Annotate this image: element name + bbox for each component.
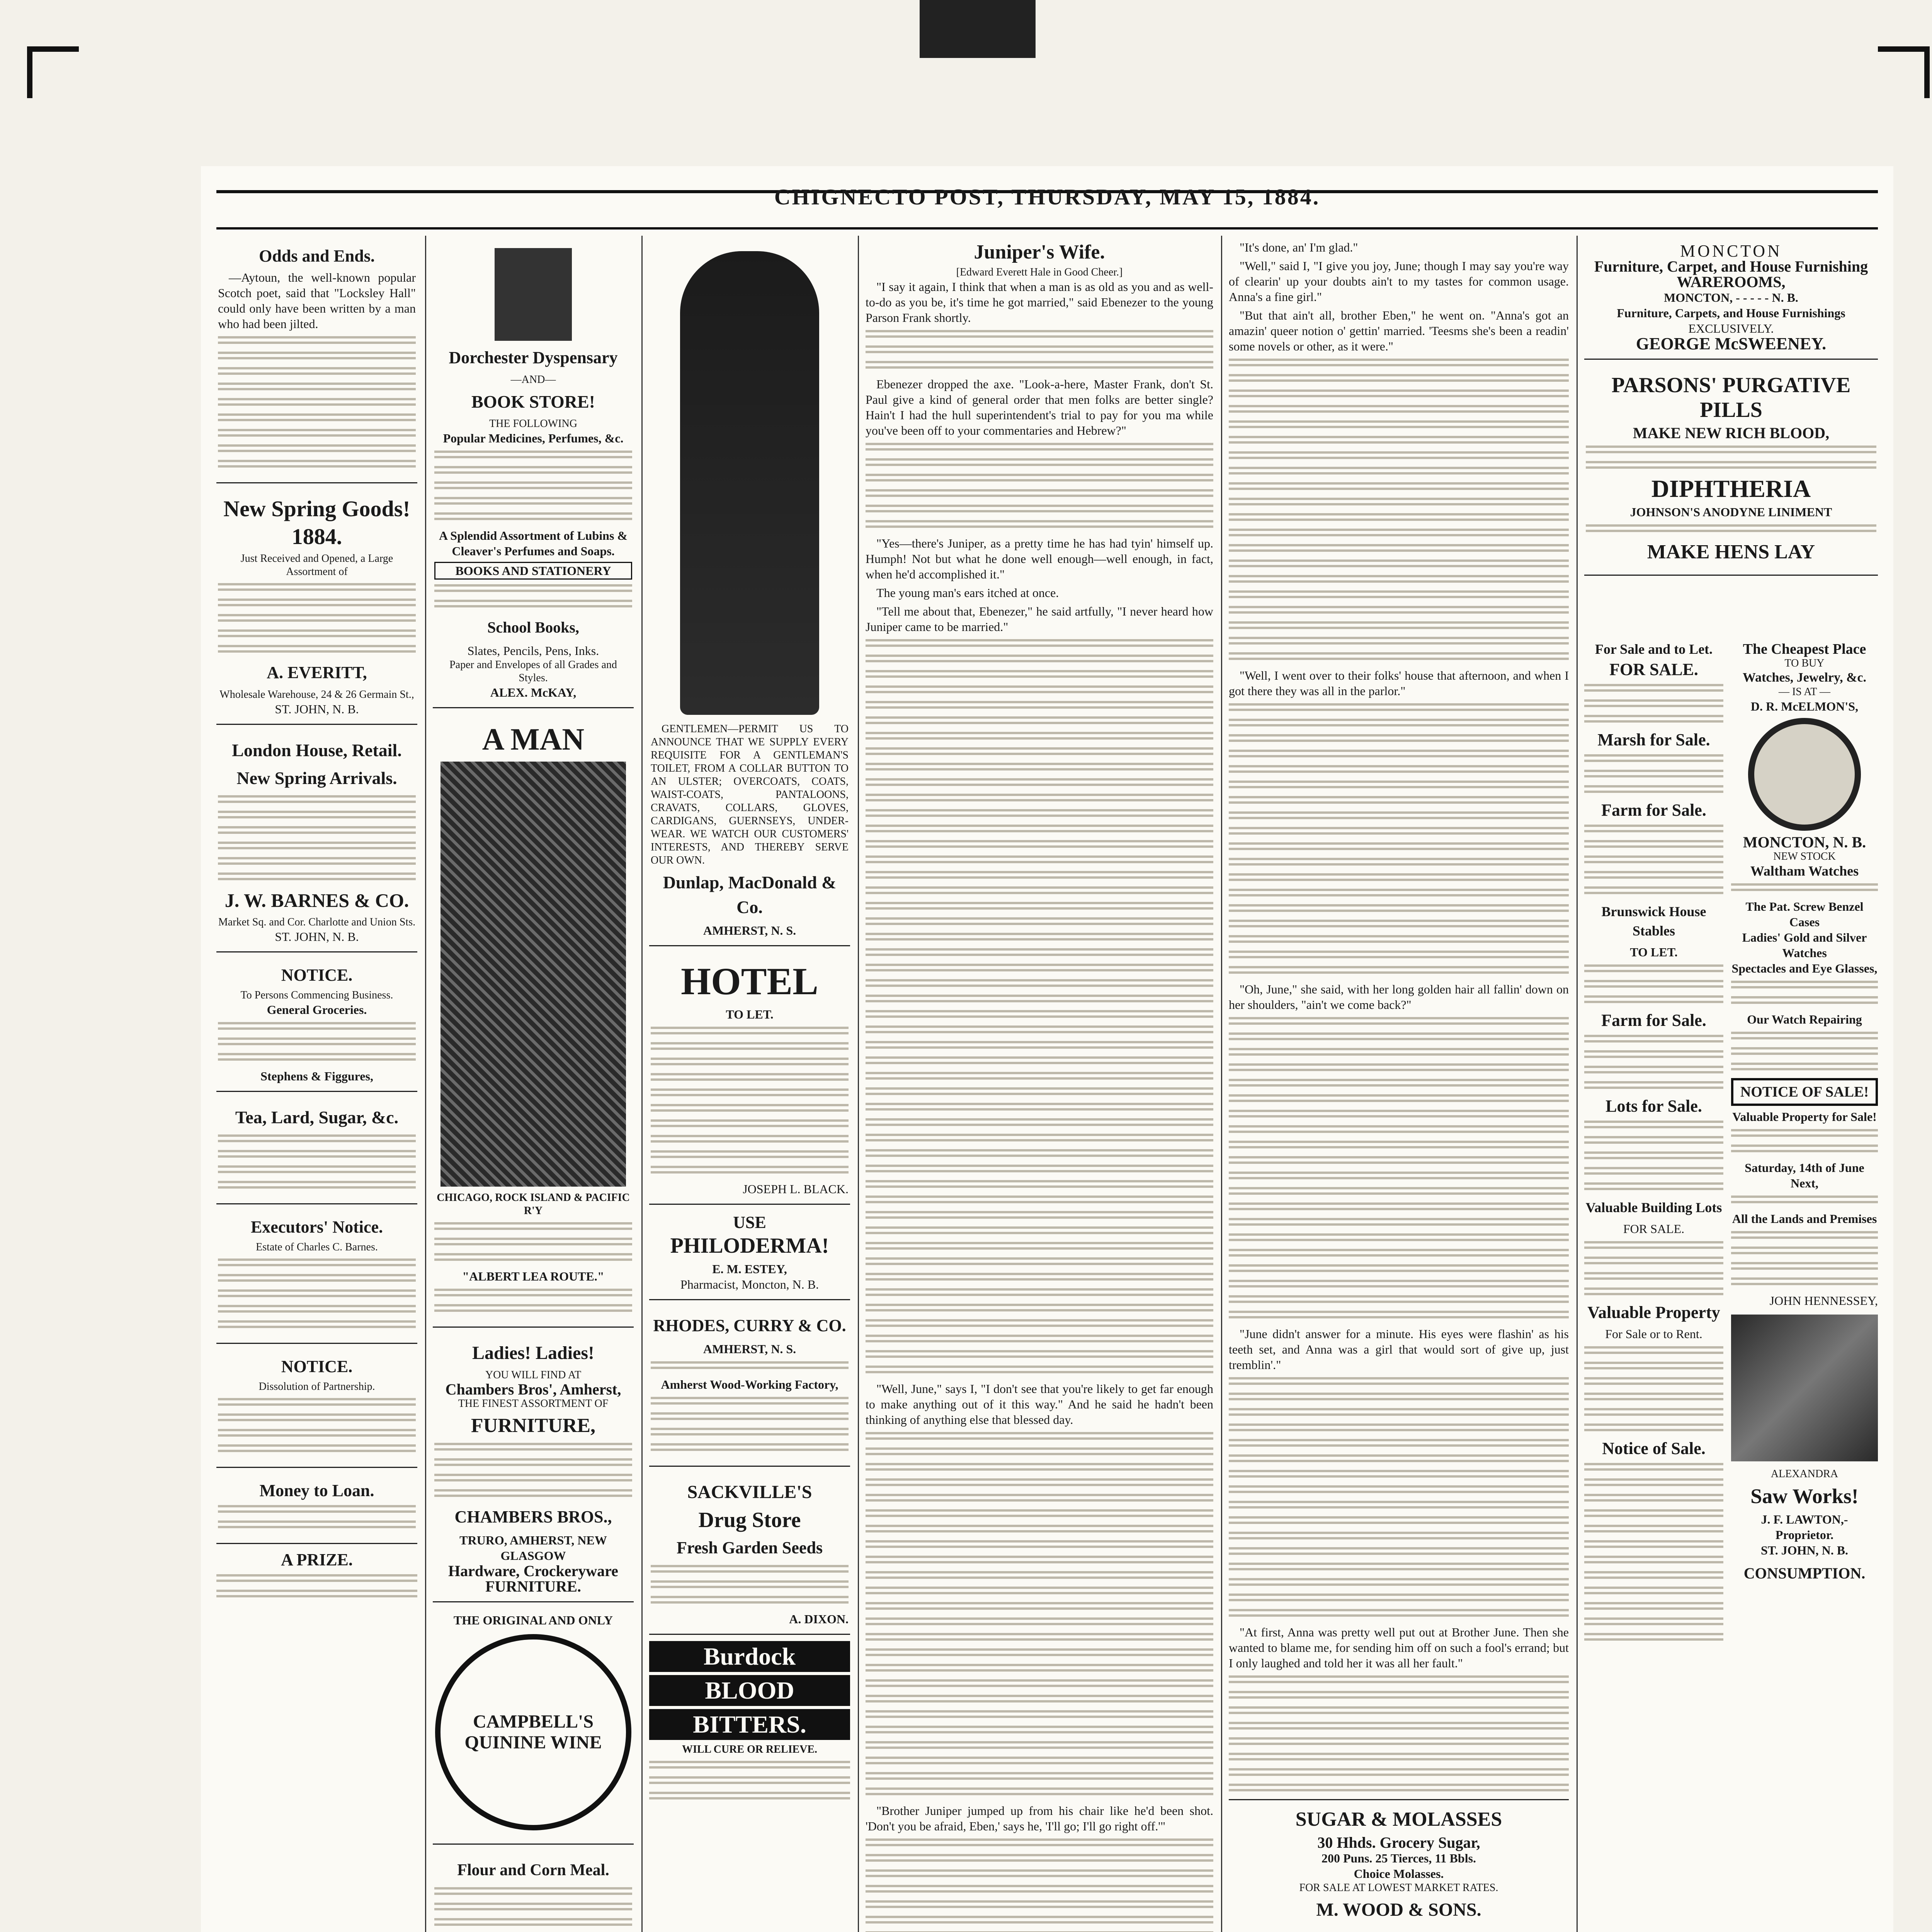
rhodes-name: RHODES, CURRY & CO.: [653, 1316, 846, 1335]
lands-premises: All the Lands and Premises: [1732, 1212, 1877, 1226]
puns-label: 200 Puns. 25 Tierces, 11 Bbls.: [1321, 1851, 1476, 1865]
parsons-pills-ad: [1584, 366, 1878, 576]
to-buy: TO BUY: [1784, 657, 1825, 669]
dunlap-ad: [649, 240, 850, 946]
school-books: School Books,: [487, 619, 579, 636]
building-for-sale: FOR SALE.: [1623, 1222, 1685, 1236]
dixon-name: A. DIXON.: [789, 1612, 849, 1626]
pharmacist-label: Pharmacist, Moncton, N. B.: [680, 1277, 819, 1291]
notice-of-sale-box: NOTICE OF SALE!: [1731, 1078, 1878, 1106]
binding-clip: [920, 0, 1036, 58]
story-paragraph: Ebenezer dropped the axe. "Look-a-here, Master Frank, don't St. Paul give a kind of general order that men folks are better single? Hain't I had the hull superintendent's trial to pay for you ma while you've been off to your commentaries and Hebrew?": [866, 377, 1213, 437]
column-divider: [1221, 236, 1222, 1932]
saw-works: Saw Works!: [1750, 1485, 1859, 1508]
column-5: [1229, 240, 1569, 1932]
quinine-wine-ad: [433, 1609, 634, 1845]
philoderma-title: PHILODERMA!: [670, 1234, 829, 1258]
ladies-gold: Ladies' Gold and Silver Watches: [1742, 930, 1867, 960]
a-man-title: A MAN: [482, 723, 585, 757]
pat-screw: The Pat. Screw Benzel Cases: [1745, 900, 1864, 929]
mcsweeney-name: GEORGE McSWEENEY.: [1636, 334, 1827, 353]
waltham-watches: Waltham Watches: [1750, 863, 1859, 879]
column-divider: [641, 236, 643, 1932]
story-paragraph: The young man's ears itched at once.: [876, 586, 1059, 600]
everitt-city: ST. JOHN, N. B.: [275, 702, 359, 716]
for-sale-let: For Sale and to Let.: [1595, 641, 1713, 657]
london-house-ad: [216, 731, 417, 952]
mcelmon-name: D. R. McELMON'S,: [1750, 699, 1859, 713]
furniture-title: FURNITURE,: [471, 1415, 596, 1437]
brunswick-to-let: TO LET.: [1630, 945, 1678, 959]
valuable-for-sale: Valuable Property for Sale!: [1732, 1110, 1877, 1124]
mckay-name: ALEX. McKAY,: [490, 685, 577, 699]
column-3: [649, 240, 850, 1932]
notice-of-sale-title: Notice of Sale.: [1602, 1439, 1706, 1458]
and-label: —AND—: [510, 374, 556, 386]
frame-corner-top-right: [1878, 46, 1930, 98]
wood-sons: M. WOOD & SONS.: [1316, 1900, 1481, 1920]
general-groceries: General Groceries.: [267, 1003, 367, 1017]
story-paragraph: "Well, I went over to their folks' house that afternoon, and when I got there they was all in the parlor.": [1229, 668, 1569, 698]
sackville-title: SACKVILLE'S: [687, 1482, 812, 1502]
masthead-rule-bottom: [216, 227, 1878, 230]
stephens-figgures: Stephens & Figgures,: [260, 1069, 373, 1083]
executors-title: Executors' Notice.: [250, 1218, 383, 1236]
executors-notice: [216, 1211, 417, 1344]
odds-text: —Aytoun, the well-known popular Scotch poet, said that "Locksley Hall" could only have been written by a man who had been jilted.: [218, 270, 416, 331]
splendid-assortment: A Splendid Assortment of Lubins & Cleaver's Perfumes and Soaps.: [439, 529, 628, 558]
story-paragraph: "At first, Anna was pretty well put out at Brother June. Then she wanted to blame me, for sending him off on such a fool's errand; but I only laughed and told her it was all her fault.": [1229, 1625, 1569, 1670]
story-paragraph: "It's done, an' I'm glad.": [1240, 240, 1358, 254]
diphtheria-title: DIPHTHERIA: [1651, 475, 1811, 502]
dissolution-sub: Dissolution of Partnership.: [259, 1381, 375, 1393]
slates-pencils: Slates, Pencils, Pens, Inks.: [467, 644, 599, 658]
building-lots: Valuable Building Lots: [1585, 1200, 1722, 1215]
consumption-title: CONSUMPTION.: [1743, 1565, 1866, 1582]
gentlemen-text: GENTLEMEN—PERMIT US TO ANNOUNCE THAT WE SUPPLY EVERY REQUISITE FOR A GENTLEMAN'S TOILET, FROM A COLLAR BUTTON TO AN ULSTER; OVERCOATS, COATS, WAIST-COATS, PANTALOONS, CRAVATS, COLLARS, GLOVES, CARDIGANS, GUERNSEYS, UNDER-WEAR. WE WATCH OUR CUSTOMERS' INTERESTS, AND THEREBY SERVE OUR OWN.: [651, 723, 849, 866]
story-paragraph: "Tell me about that, Ebenezer," he said artfully, "I never heard how Juniper came to be married.": [866, 604, 1213, 634]
sugar-title: SUGAR & MOLASSES: [1295, 1808, 1502, 1830]
notice-business: [216, 959, 417, 1092]
original-only: THE ORIGINAL AND ONLY: [453, 1613, 613, 1627]
rich-blood: MAKE NEW RICH BLOOD,: [1633, 424, 1830, 442]
money-title: Money to Loan.: [259, 1481, 374, 1500]
gentleman-illustration: [680, 251, 819, 715]
prize-ad: [216, 1550, 417, 1600]
story-paragraph: "Brother Juniper jumped up from his chair like he'd been shot. 'Don't you be afraid, Eben,' says he, 'I'll go; I'll go right off.'": [866, 1804, 1213, 1833]
flour-ad: [433, 1851, 634, 1932]
notice-sub: To Persons Commencing Business.: [240, 989, 393, 1001]
philoderma-ad: [649, 1211, 850, 1300]
spectacles: Spectacles and Eye Glasses,: [1731, 961, 1878, 975]
sackville-drug-ad: [649, 1473, 850, 1635]
drug-store: Drug Store: [698, 1508, 801, 1532]
dunlap-city: AMHERST, N. S.: [703, 923, 796, 937]
warerooms-label: WAREROOMS,: [1677, 273, 1786, 291]
hotel-to-let: TO LET.: [726, 1007, 774, 1021]
story-byline: [Edward Everett Hale in Good Cheer.]: [956, 266, 1123, 278]
furnishings-label: Furniture, Carpets, and House Furnishings: [1617, 306, 1845, 320]
will-find: YOU WILL FIND AT: [485, 1369, 582, 1381]
railway-map-image: [440, 762, 626, 1187]
odds-title: Odds and Ends.: [259, 247, 375, 265]
blood-title: BLOOD: [649, 1675, 850, 1706]
hardware-crockeryware: Hardware, Crockeryware: [448, 1562, 618, 1580]
sale-or-rent: For Sale or to Rent.: [1605, 1327, 1702, 1341]
notice2-title: NOTICE.: [281, 1357, 353, 1376]
popular-medicines: Popular Medicines, Perfumes, &c.: [443, 431, 624, 445]
column-2: [433, 240, 634, 1932]
rock-island-ad: [433, 714, 634, 1328]
chicago-railway: CHICAGO, ROCK ISLAND & PACIFIC R'Y: [437, 1192, 630, 1217]
spring-title: New Spring Goods!: [223, 496, 410, 521]
watches-jewelry: Watches, Jewelry, &c.: [1742, 670, 1867, 685]
lowest-rates: FOR SALE AT LOWEST MARKET RATES.: [1299, 1882, 1498, 1894]
dorchester-title: Dorchester Dyspensary: [449, 348, 618, 367]
ladies-title: Ladies! Ladies!: [472, 1343, 595, 1363]
story-paragraph: "Well," said I, "I give you joy, June; though I may say you're way of clearin' up your doubts ain't to my tastes for common usage. Anna's a fine girl.": [1229, 259, 1569, 304]
dorchester-dyspensary-ad: [433, 240, 634, 708]
column-divider: [858, 236, 859, 1932]
finest-assortment: THE FINEST ASSORTMENT OF: [458, 1398, 609, 1410]
notice-title: NOTICE.: [281, 966, 353, 985]
lots-title: Lots for Sale.: [1605, 1097, 1702, 1116]
hotel-ad: [649, 952, 850, 1205]
dunlap-name: Dunlap, MacDonald & Co.: [663, 872, 837, 917]
mortar-pestle-icon: [495, 248, 572, 341]
albert-lea-route: "ALBERT LEA ROUTE.": [462, 1269, 604, 1283]
burdock-ad: [649, 1641, 850, 1803]
story-paragraph: "Oh, June," she said, with her long golden hair all fallin' down on her shoulders, "ain't we come back?": [1229, 982, 1569, 1012]
moncton-nb: MONCTON, - - - - - N. B.: [1664, 291, 1798, 304]
clock-icon: [1748, 718, 1861, 831]
spring-year: 1884.: [291, 524, 342, 549]
story-title: Juniper's Wife.: [974, 241, 1105, 263]
everitt-name: A. EVERITT,: [267, 663, 367, 682]
woodworking-factory: Amherst Wood-Working Factory,: [661, 1378, 838, 1391]
barnes-name: J. W. BARNES & CO.: [224, 889, 409, 911]
farm2-title: Farm for Sale.: [1601, 1011, 1706, 1030]
frame-corner-top-left: [27, 46, 79, 98]
newspaper-page: [201, 166, 1893, 1932]
garden-seeds: Fresh Garden Seeds: [676, 1538, 823, 1557]
story-paragraph: "I say it again, I think that when a man is as old as you and as well-to-do as you be, it's time he got married," said Ebenezer to the young Parson Frank shortly.: [866, 280, 1213, 325]
mcsweeney-ad: [1584, 240, 1878, 360]
barnes-city: ST. JOHN, N. B.: [275, 930, 359, 944]
column-4-story: [866, 240, 1213, 1932]
bitters-title: BITTERS.: [649, 1709, 850, 1740]
tea-lard-sugar: Tea, Lard, Sugar, &c.: [235, 1107, 399, 1127]
esty-name: E. M. ESTEY,: [712, 1262, 787, 1276]
moncton-nb-2: MONCTON, N. B.: [1743, 833, 1866, 851]
saw-works-illustration: [1731, 1315, 1878, 1461]
exclusively-label: EXCLUSIVELY.: [1688, 321, 1774, 335]
hennessey-name: JOHN HENNESSEY,: [1769, 1294, 1878, 1308]
black-name: JOSEPH L. BLACK.: [743, 1182, 849, 1196]
bookstore-title: BOOK STORE!: [471, 392, 595, 412]
marsh-title: Marsh for Sale.: [1597, 730, 1710, 749]
truro-amherst: TRURO, AMHERST, NEW GLASGOW: [459, 1533, 607, 1563]
column-divider: [1577, 236, 1578, 1932]
hhds-label: 30 Hhds. Grocery Sugar,: [1317, 1834, 1480, 1851]
column-1: [216, 240, 417, 1932]
masthead: CHIGNECTO POST, THURSDAY, MAY 15, 1884.: [774, 184, 1320, 209]
make-hens-lay: MAKE HENS LAY: [1647, 541, 1815, 563]
london-house: London House, Retail.: [232, 740, 402, 760]
is-at: — IS AT —: [1778, 686, 1831, 698]
chambers-amherst: Chambers Bros', Amherst,: [445, 1381, 621, 1398]
spring-arrivals: New Spring Arrivals.: [236, 768, 397, 788]
story-paragraph: "But that ain't all, brother Eben," he went on. "Anna's got an amazin' queer notion o' gettin' married. 'Teesms she's been a readin' some novels or other, as it were.": [1229, 308, 1569, 353]
dissolution-notice: [216, 1350, 417, 1468]
farm-title: Farm for Sale.: [1601, 801, 1706, 820]
story-paragraph: "Well, June," says I, "I don't see that you're likely to get far enough to make anything out of it this way." And he said he hadn't been thinking of anything else that blessed day.: [866, 1382, 1213, 1427]
lawton-proprietor: J. F. LAWTON,- Proprietor.: [1761, 1512, 1848, 1542]
johnsons-liniment: JOHNSON'S ANODYNE LINIMENT: [1630, 505, 1832, 519]
spring-sub: Just Received and Opened, a Large Assortment of: [240, 553, 393, 578]
story-paragraph: "June didn't answer for a minute. His eyes were flashin' as his teeth set, and Anna was a girl that would sort of give up, just tremblin'.": [1229, 1327, 1569, 1372]
rhodes-city: AMHERST, N. S.: [703, 1342, 796, 1356]
spring-goods-ad: [216, 490, 417, 725]
prize-title: A PRIZE.: [281, 1550, 353, 1569]
for-sale-title: FOR SALE.: [1609, 660, 1698, 679]
furniture-warerooms: Furniture, Carpet, and House Furnishing: [1594, 258, 1868, 275]
parsons-title: PARSONS' PURGATIVE PILLS: [1611, 373, 1851, 422]
rhodes-curry-ad: [649, 1306, 850, 1467]
estate-name: Estate of Charles C. Barnes.: [256, 1241, 378, 1253]
new-stock: NEW STOCK: [1773, 850, 1836, 862]
books-stationery: BOOKS AND STATIONERY: [434, 562, 632, 580]
hotel-title: HOTEL: [681, 960, 818, 1003]
paper-envelopes: Paper and Envelopes of all Grades and Styles.: [449, 659, 617, 684]
story-paragraph: "Yes—there's Juniper, as a pretty time he has had tyin' himself up. Humph! Not but what he done well enough—well enough, in fact, when he'd accomplished it.": [866, 536, 1213, 581]
for-sale-column: [1584, 641, 1723, 1648]
tea-lard-ad: [216, 1098, 417, 1204]
column-divider: [425, 236, 426, 1932]
column-6: [1584, 240, 1878, 1932]
flour-title: Flour and Corn Meal.: [457, 1861, 609, 1879]
chambers-bros-ad: [433, 1334, 634, 1602]
cheapest-place: The Cheapest Place: [1743, 641, 1866, 657]
saturday-date: Saturday, 14th of June Next,: [1745, 1161, 1864, 1190]
valuable-property: Valuable Property: [1587, 1303, 1720, 1322]
watch-repairing: Our Watch Repairing: [1747, 1012, 1862, 1026]
moncton-label: MONCTON: [1680, 242, 1782, 260]
money-to-loan: [216, 1474, 417, 1544]
chambers-bros: CHAMBERS BROS.,: [454, 1507, 612, 1526]
barnes-address: Market Sq. and Cor. Charlotte and Union Sts.: [218, 916, 416, 928]
everitt-address: Wholesale Warehouse, 24 & 26 Germain St.,: [219, 689, 414, 701]
jeweler-column: [1731, 641, 1878, 1589]
st-john-nb: ST. JOHN, N. B.: [1760, 1543, 1849, 1557]
sugar-molasses-ad: [1229, 1799, 1569, 1932]
brunswick-title: Brunswick House Stables: [1601, 904, 1706, 939]
use-label: USE: [733, 1213, 766, 1232]
choice-molasses: Choice Molasses.: [1354, 1867, 1444, 1881]
furniture-2: FURNITURE.: [485, 1578, 581, 1595]
odds-and-ends: [216, 240, 417, 483]
following-label: THE FOLLOWING: [489, 418, 577, 430]
burdock-title: Burdock: [649, 1641, 850, 1672]
alexandra-label: ALEXANDRA: [1770, 1468, 1838, 1480]
cures-label: WILL CURE OR RELIEVE.: [682, 1743, 818, 1755]
quinine-wine-seal: CAMPBELL'S QUININE WINE: [435, 1634, 631, 1830]
